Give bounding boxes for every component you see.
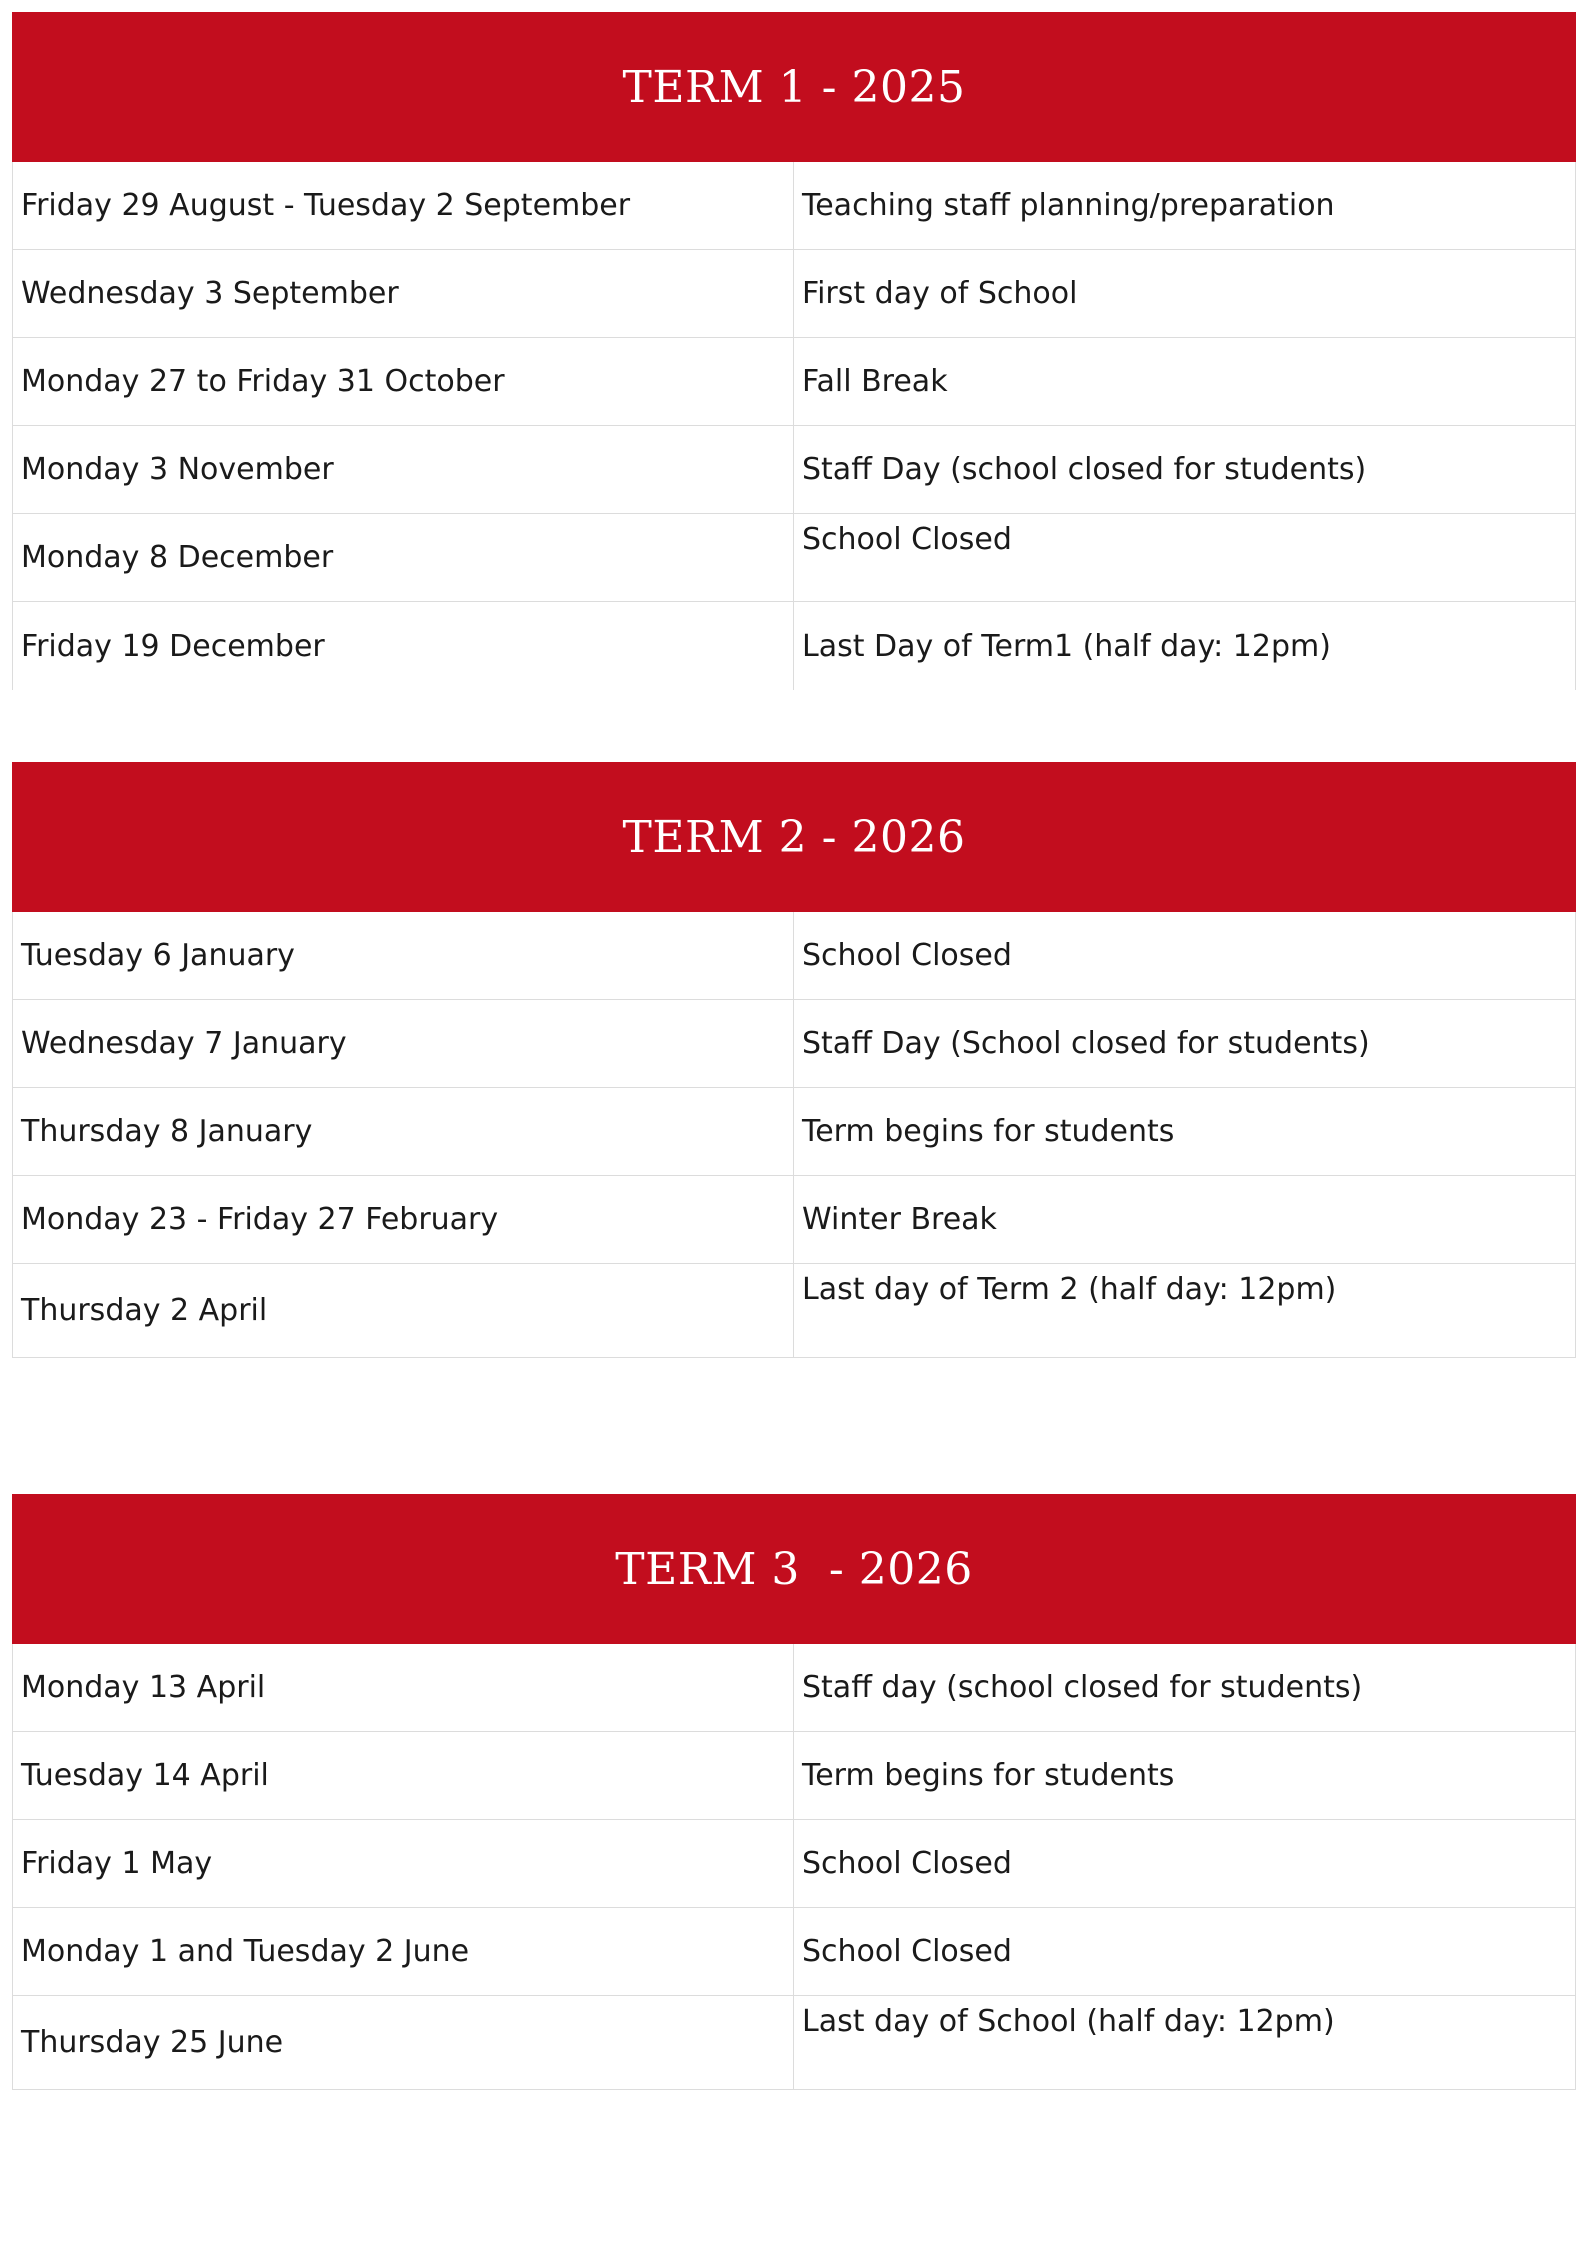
event-cell: Staff Day (School closed for students) [802,1026,1370,1061]
date-cell: Wednesday 7 January [13,1000,794,1087]
term-2-section [12,762,1576,1358]
table-row [13,1732,1575,1820]
event-cell: School Closed [802,522,1012,557]
event-cell: Term begins for students [802,1758,1175,1793]
table-row [13,1908,1575,1996]
event-cell: School Closed [802,938,1012,973]
table-row [13,602,1575,690]
term-2-table [12,912,1576,1358]
table-row [13,1264,1575,1358]
date-cell: Monday 3 November [13,426,794,513]
term-1-title: TERM 1 - 2025 [12,12,1576,162]
event-cell: Winter Break [802,1202,997,1237]
date-cell: Friday 1 May [13,1820,794,1907]
event-cell: Staff Day (school closed for students) [802,452,1367,487]
event-cell: Last day of Term 2 (half day: 12pm) [802,1272,1337,1307]
table-row [13,1820,1575,1908]
event-cell: School Closed [802,1846,1012,1881]
date-cell: Friday 29 August - Tuesday 2 September [13,162,794,249]
date-cell: Monday 8 December [13,514,794,601]
date-cell: Friday 19 December [13,602,794,690]
term-3-table [12,1644,1576,2090]
date-cell: Monday 23 - Friday 27 February [13,1176,794,1263]
event-cell: Term begins for students [802,1114,1175,1149]
term-1-table [12,162,1576,690]
date-cell: Thursday 8 January [13,1088,794,1175]
table-row [13,1176,1575,1264]
table-row [13,514,1575,602]
date-cell: Wednesday 3 September [13,250,794,337]
event-cell: School Closed [802,1934,1012,1969]
date-cell: Monday 1 and Tuesday 2 June [13,1908,794,1995]
table-row [13,912,1575,1000]
date-cell: Monday 27 to Friday 31 October [13,338,794,425]
table-row [13,1644,1575,1732]
date-cell: Tuesday 6 January [13,912,794,999]
event-cell: Staff day (school closed for students) [802,1670,1363,1705]
table-row [13,162,1575,250]
table-row [13,426,1575,514]
event-cell: Last day of School (half day: 12pm) [802,2004,1335,2039]
date-cell: Monday 13 April [13,1644,794,1731]
event-cell: Fall Break [802,364,948,399]
table-row [13,1996,1575,2090]
event-cell: First day of School [802,276,1078,311]
date-cell: Thursday 25 June [13,1996,794,2089]
term-3-title: TERM 3 - 2026 [12,1494,1576,1644]
table-row [13,1088,1575,1176]
event-cell: Last Day of Term1 (half day: 12pm) [802,628,1331,664]
date-cell: Thursday 2 April [13,1264,794,1357]
term-2-title: TERM 2 - 2026 [12,762,1576,912]
term-1-section [12,12,1576,690]
term-3-section [12,1494,1576,2090]
table-row [13,1000,1575,1088]
event-cell: Teaching staff planning/preparation [802,188,1335,223]
table-row [13,250,1575,338]
table-row [13,338,1575,426]
date-cell: Tuesday 14 April [13,1732,794,1819]
